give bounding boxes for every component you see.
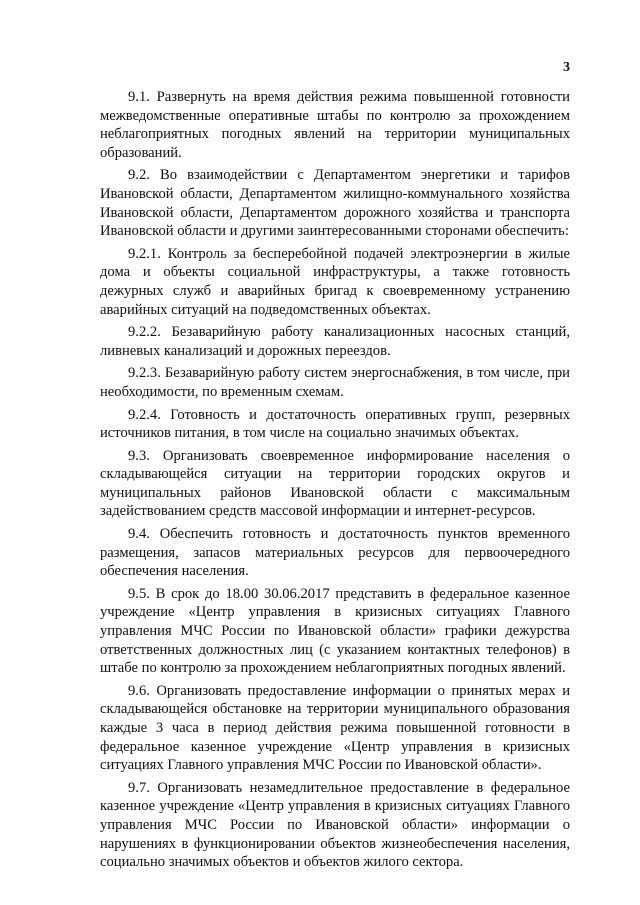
- paragraph-9-3: 9.3. Организовать своевременное информирование населения о складывающейся ситуации на территории городских округов и муниципальных районов Ивановской области с максимальным задействованием средств массовой информации и интернет-ресурсов.: [100, 447, 570, 520]
- paragraph-9-2-4: 9.2.4. Готовность и достаточность оперативных групп, резервных источников питания, в том числе на социально значимых объектах.: [100, 406, 570, 442]
- paragraph-9-2-3: 9.2.3. Безаварийную работу систем энергоснабжения, в том числе, при необходимости, по временным схемам.: [100, 365, 570, 400]
- paragraph-9-4: 9.4. Обеспечить готовность и достаточность пунктов временного размещения, запасов материальных ресурсов для первоочередного обеспечения населения.: [100, 526, 570, 580]
- paragraph-9-6: 9.6. Организовать предоставление информации о принятых мерах и складывающейся обстановке на территории муниципального образования каждые 3 часа в период действия режима повышенной готовности в федеральное казенное учреждение «Центр управления в кризисных ситуациях Главного управления МЧС России по Ивановской области».: [100, 682, 570, 774]
- paragraph-9-1: 9.1. Развернуть на время действия режима повышенной готовности межведомственные оперативные штабы по контролю за прохождением неблагоприятных погодных явлений на территории муниципальных образований.: [100, 89, 570, 161]
- paragraph-9-5: 9.5. В срок до 18.00 30.06.2017 представить в федеральное казенное учреждение «Центр управления в кризисных ситуациях Главного управления МЧС России по Ивановской области» графики дежурства ответственных должностных лиц (с указанием контактных телефонов) в штабе по контролю за прохождением неблагоприятных погодных явлений.: [100, 585, 570, 677]
- document-body: [100, 88, 570, 872]
- page-number: 3: [563, 60, 570, 75]
- paragraph-9-2-2: 9.2.2. Безаварийную работу канализационных насосных станций, ливневых канализаций и дорожных переездов.: [100, 324, 570, 359]
- paragraph-9-2: 9.2. Во взаимодействии с Департаментом энергетики и тарифов Ивановской области, Департаментом жилищно-коммунального хозяйства Ивановской области, Департаментом дорожного хозяйства и транспорта Ивановской области и другими заинтересованными сторонами обеспечить:: [100, 167, 570, 240]
- paragraph-9-7: 9.7. Организовать незамедлительное предоставление в федеральное казенное учреждение «Центр управления в кризисных ситуациях Главного управления МЧС России по Ивановской области» информации о нарушениях в функционировании объектов жизнеобеспечения населения, социально значимых объектов и объектов жилого сектора.: [100, 779, 570, 871]
- paragraph-9-2-1: 9.2.1. Контроль за бесперебойной подачей электроэнергии в жилые дома и объекты социальной инфраструктуры, а также готовность дежурных служб и аварийных бригад к своевременному устранению аварийных ситуаций на подведомственных объектах.: [100, 245, 570, 318]
